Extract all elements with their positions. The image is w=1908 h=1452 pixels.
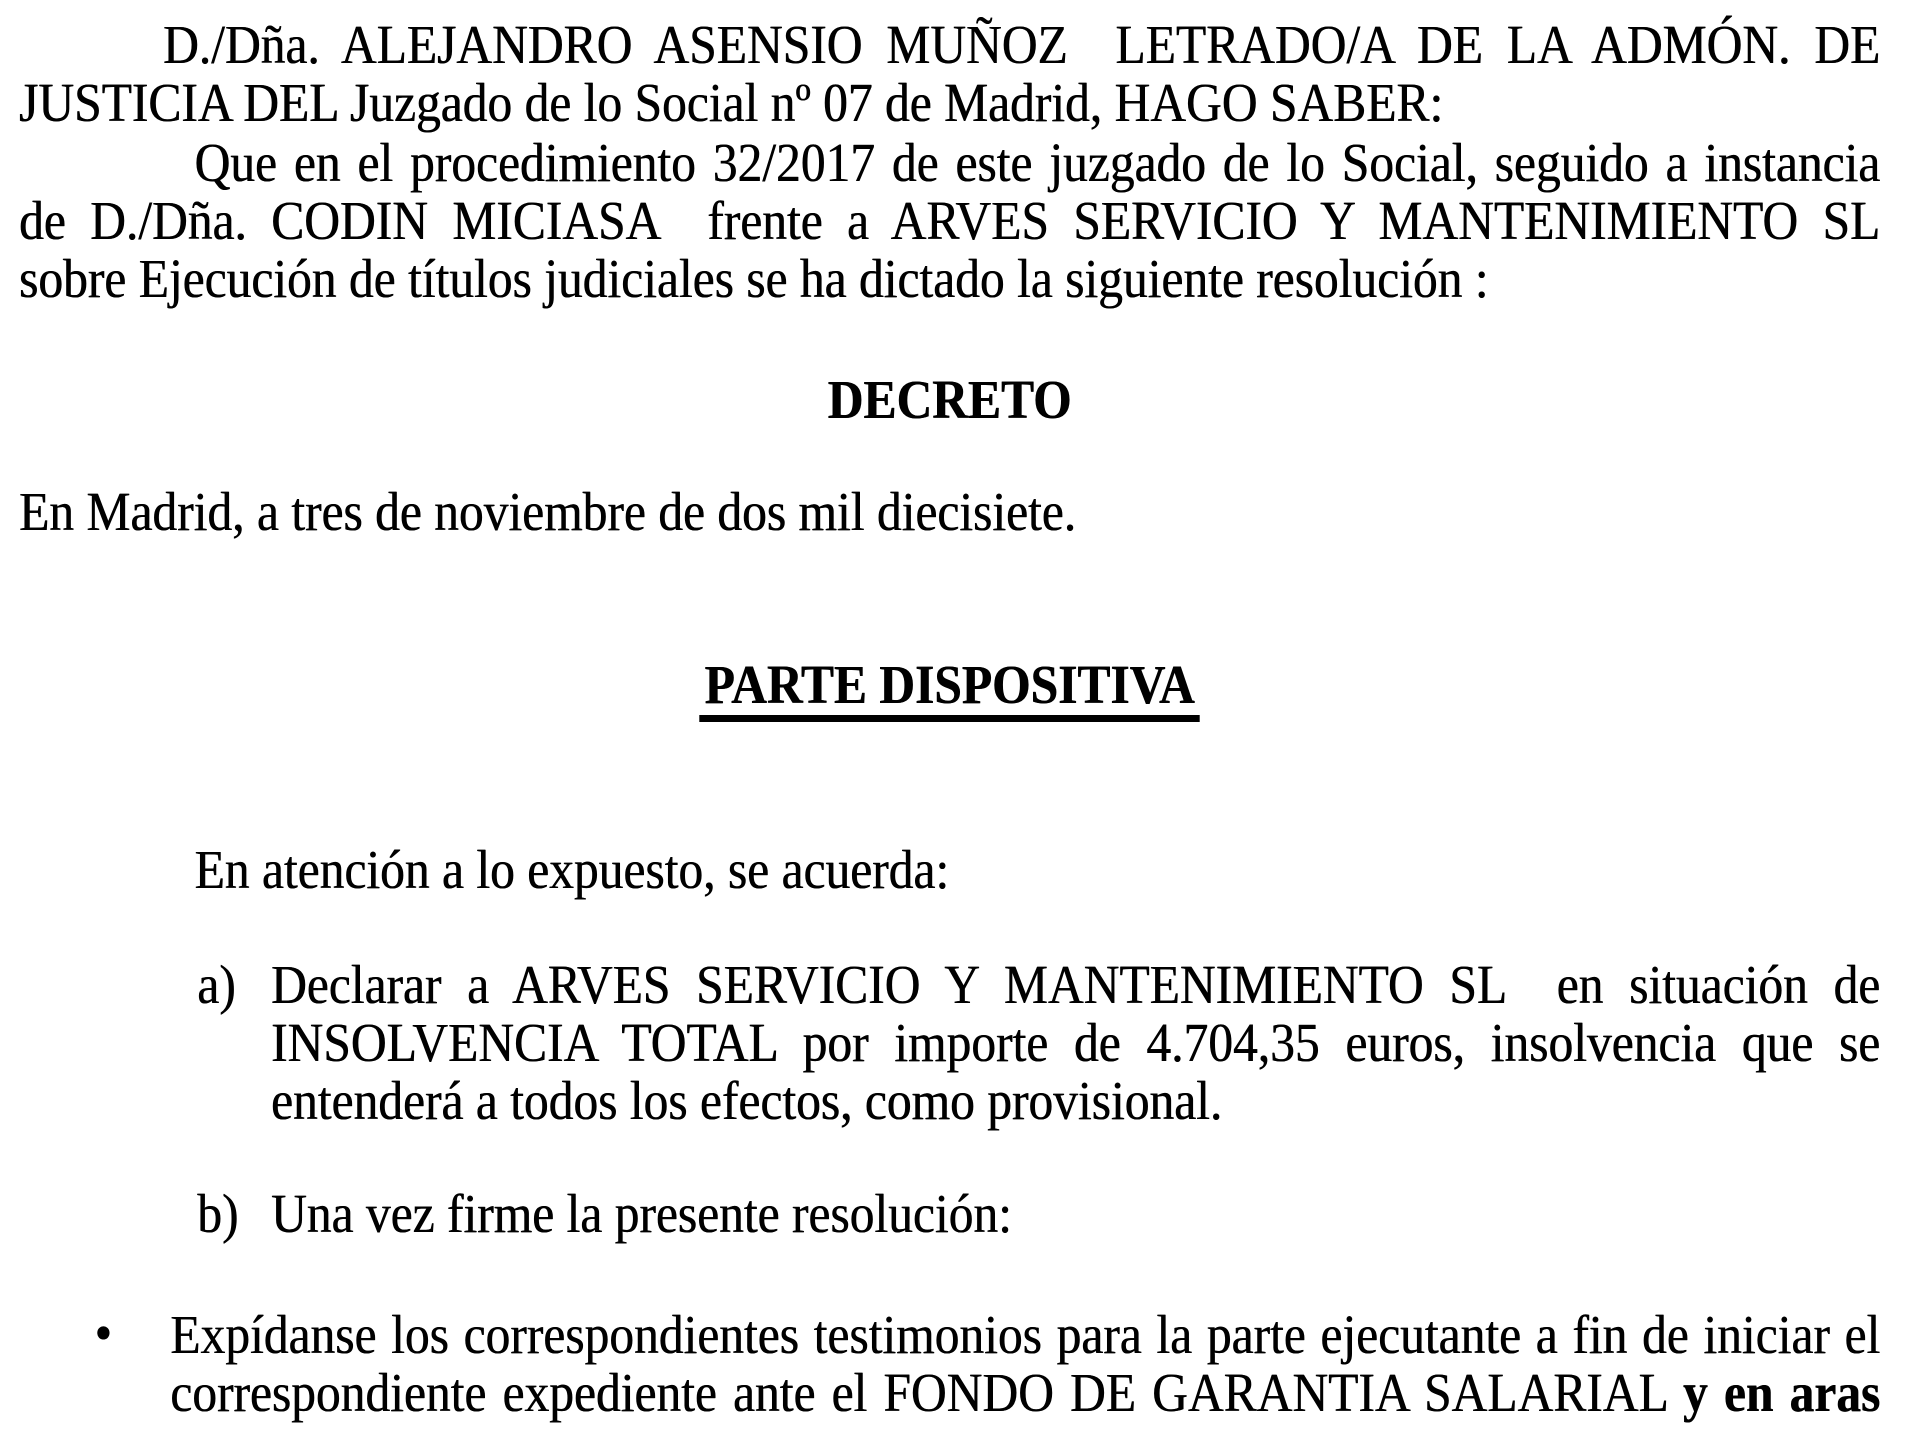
- item-a-line-3: entenderá a todos los efectos, como provisional.: [270, 1070, 1223, 1131]
- intro-line-1: D./Dña. ALEJANDRO ASENSIO MUÑOZ LETRADO/A DE LA ADMÓN. DE: [162, 14, 1881, 75]
- case-line-2: de D./Dña. CODIN MICIASA frente a ARVES SERVICIO Y MANTENIMIENTO SL: [18, 190, 1881, 251]
- section-heading: [19, 656, 1880, 722]
- list-marker-b: b): [197, 1183, 239, 1244]
- section-heading-text: PARTE DISPOSITIVA: [699, 656, 1200, 722]
- item-a-line-1: Declarar a ARVES SERVICIO Y MANTENIMIENTO SL en situación de: [270, 954, 1881, 1015]
- agreement-intro-line: En atención a lo expuesto, se acuerda:: [194, 839, 949, 900]
- case-line-1: Que en el procedimiento 32/2017 de este juzgado de lo Social, seguido a instancia: [194, 132, 1881, 193]
- decree-heading: DECRETO: [827, 369, 1072, 430]
- list-item-a: [19, 956, 1880, 1130]
- date-line: En Madrid, a tres de noviembre de dos mil diecisiete.: [18, 481, 1076, 542]
- list-marker-a: a): [197, 954, 236, 1015]
- intro-line-2: JUSTICIA DEL Juzgado de lo Social nº 07 de Madrid, HAGO SABER:: [18, 72, 1444, 133]
- bullet-icon: •: [94, 1302, 112, 1363]
- item-b-line-1: Una vez firme la presente resolución:: [270, 1183, 1012, 1244]
- bullet-item: [19, 1302, 1881, 1423]
- intro-paragraph: [19, 16, 1880, 132]
- bullet-line-1: Expídanse los correspondientes testimonios para la parte ejecutante a fin de iniciar el: [170, 1304, 1881, 1365]
- case-paragraph: [19, 134, 1880, 308]
- bullet-line-2-bold: y en aras: [1682, 1362, 1881, 1423]
- bullet-line-2: [170, 1364, 1880, 1422]
- item-a-line-2: INSOLVENCIA TOTAL por importe de 4.704,35 euros, insolvencia que se: [270, 1012, 1881, 1073]
- list-item-b: [19, 1185, 1880, 1243]
- case-line-3: sobre Ejecución de títulos judiciales se ha dictado la siguiente resolución :: [18, 248, 1489, 309]
- scanned-court-document-page: [0, 16, 1908, 1452]
- bullet-line-2-regular: correspondiente expediente ante el FONDO DE GARANTIA SALARIAL: [170, 1362, 1683, 1423]
